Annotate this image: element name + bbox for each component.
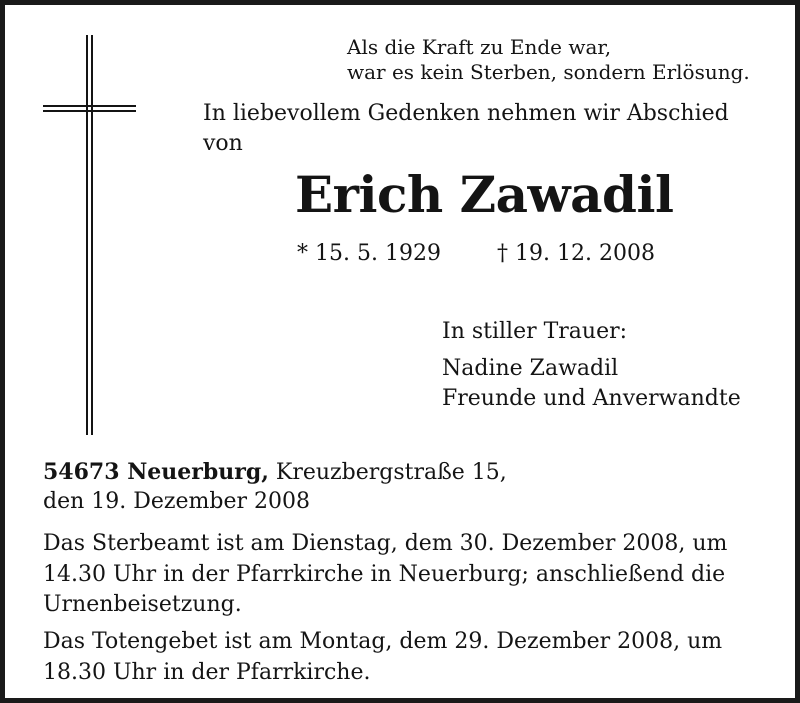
address-date: den 19. Dezember 2008 (43, 489, 310, 514)
intro-line-2: von (203, 131, 243, 156)
address-place: 54673 Neuerburg, (43, 459, 269, 485)
death-date: † 19. 12. 2008 (497, 241, 655, 266)
cross-icon (43, 35, 138, 435)
service-line-1: Das Sterbeamt ist am Dienstag, dem 30. Dezember 2008, um (43, 531, 728, 556)
verse-line-2: war es kein Sterben, sondern Erlösung. (347, 60, 750, 84)
deceased-name: Erich Zawadil (295, 165, 674, 224)
service-line-2: 14.30 Uhr in der Pfarrkirche in Neuerburg; anschließend die (43, 562, 726, 587)
mourner-name: Nadine Zawadil (442, 356, 619, 381)
address-line (43, 460, 507, 485)
intro-line-1: In liebevollem Gedenken nehmen wir Abschied (203, 101, 729, 126)
birth-date: * 15. 5. 1929 (297, 241, 441, 266)
service-line-3: Urnenbeisetzung. (43, 592, 242, 617)
address-street: Kreuzbergstraße 15, (268, 460, 507, 485)
prayer-line-1: Das Totengebet ist am Montag, dem 29. Dezember 2008, um (43, 629, 723, 654)
mourner-name: Freunde und Anverwandte (442, 386, 741, 411)
verse-line-1: Als die Kraft zu Ende war, (347, 35, 612, 59)
mourners-heading: In stiller Trauer: (442, 319, 628, 344)
prayer-line-2: 18.30 Uhr in der Pfarrkirche. (43, 660, 371, 685)
